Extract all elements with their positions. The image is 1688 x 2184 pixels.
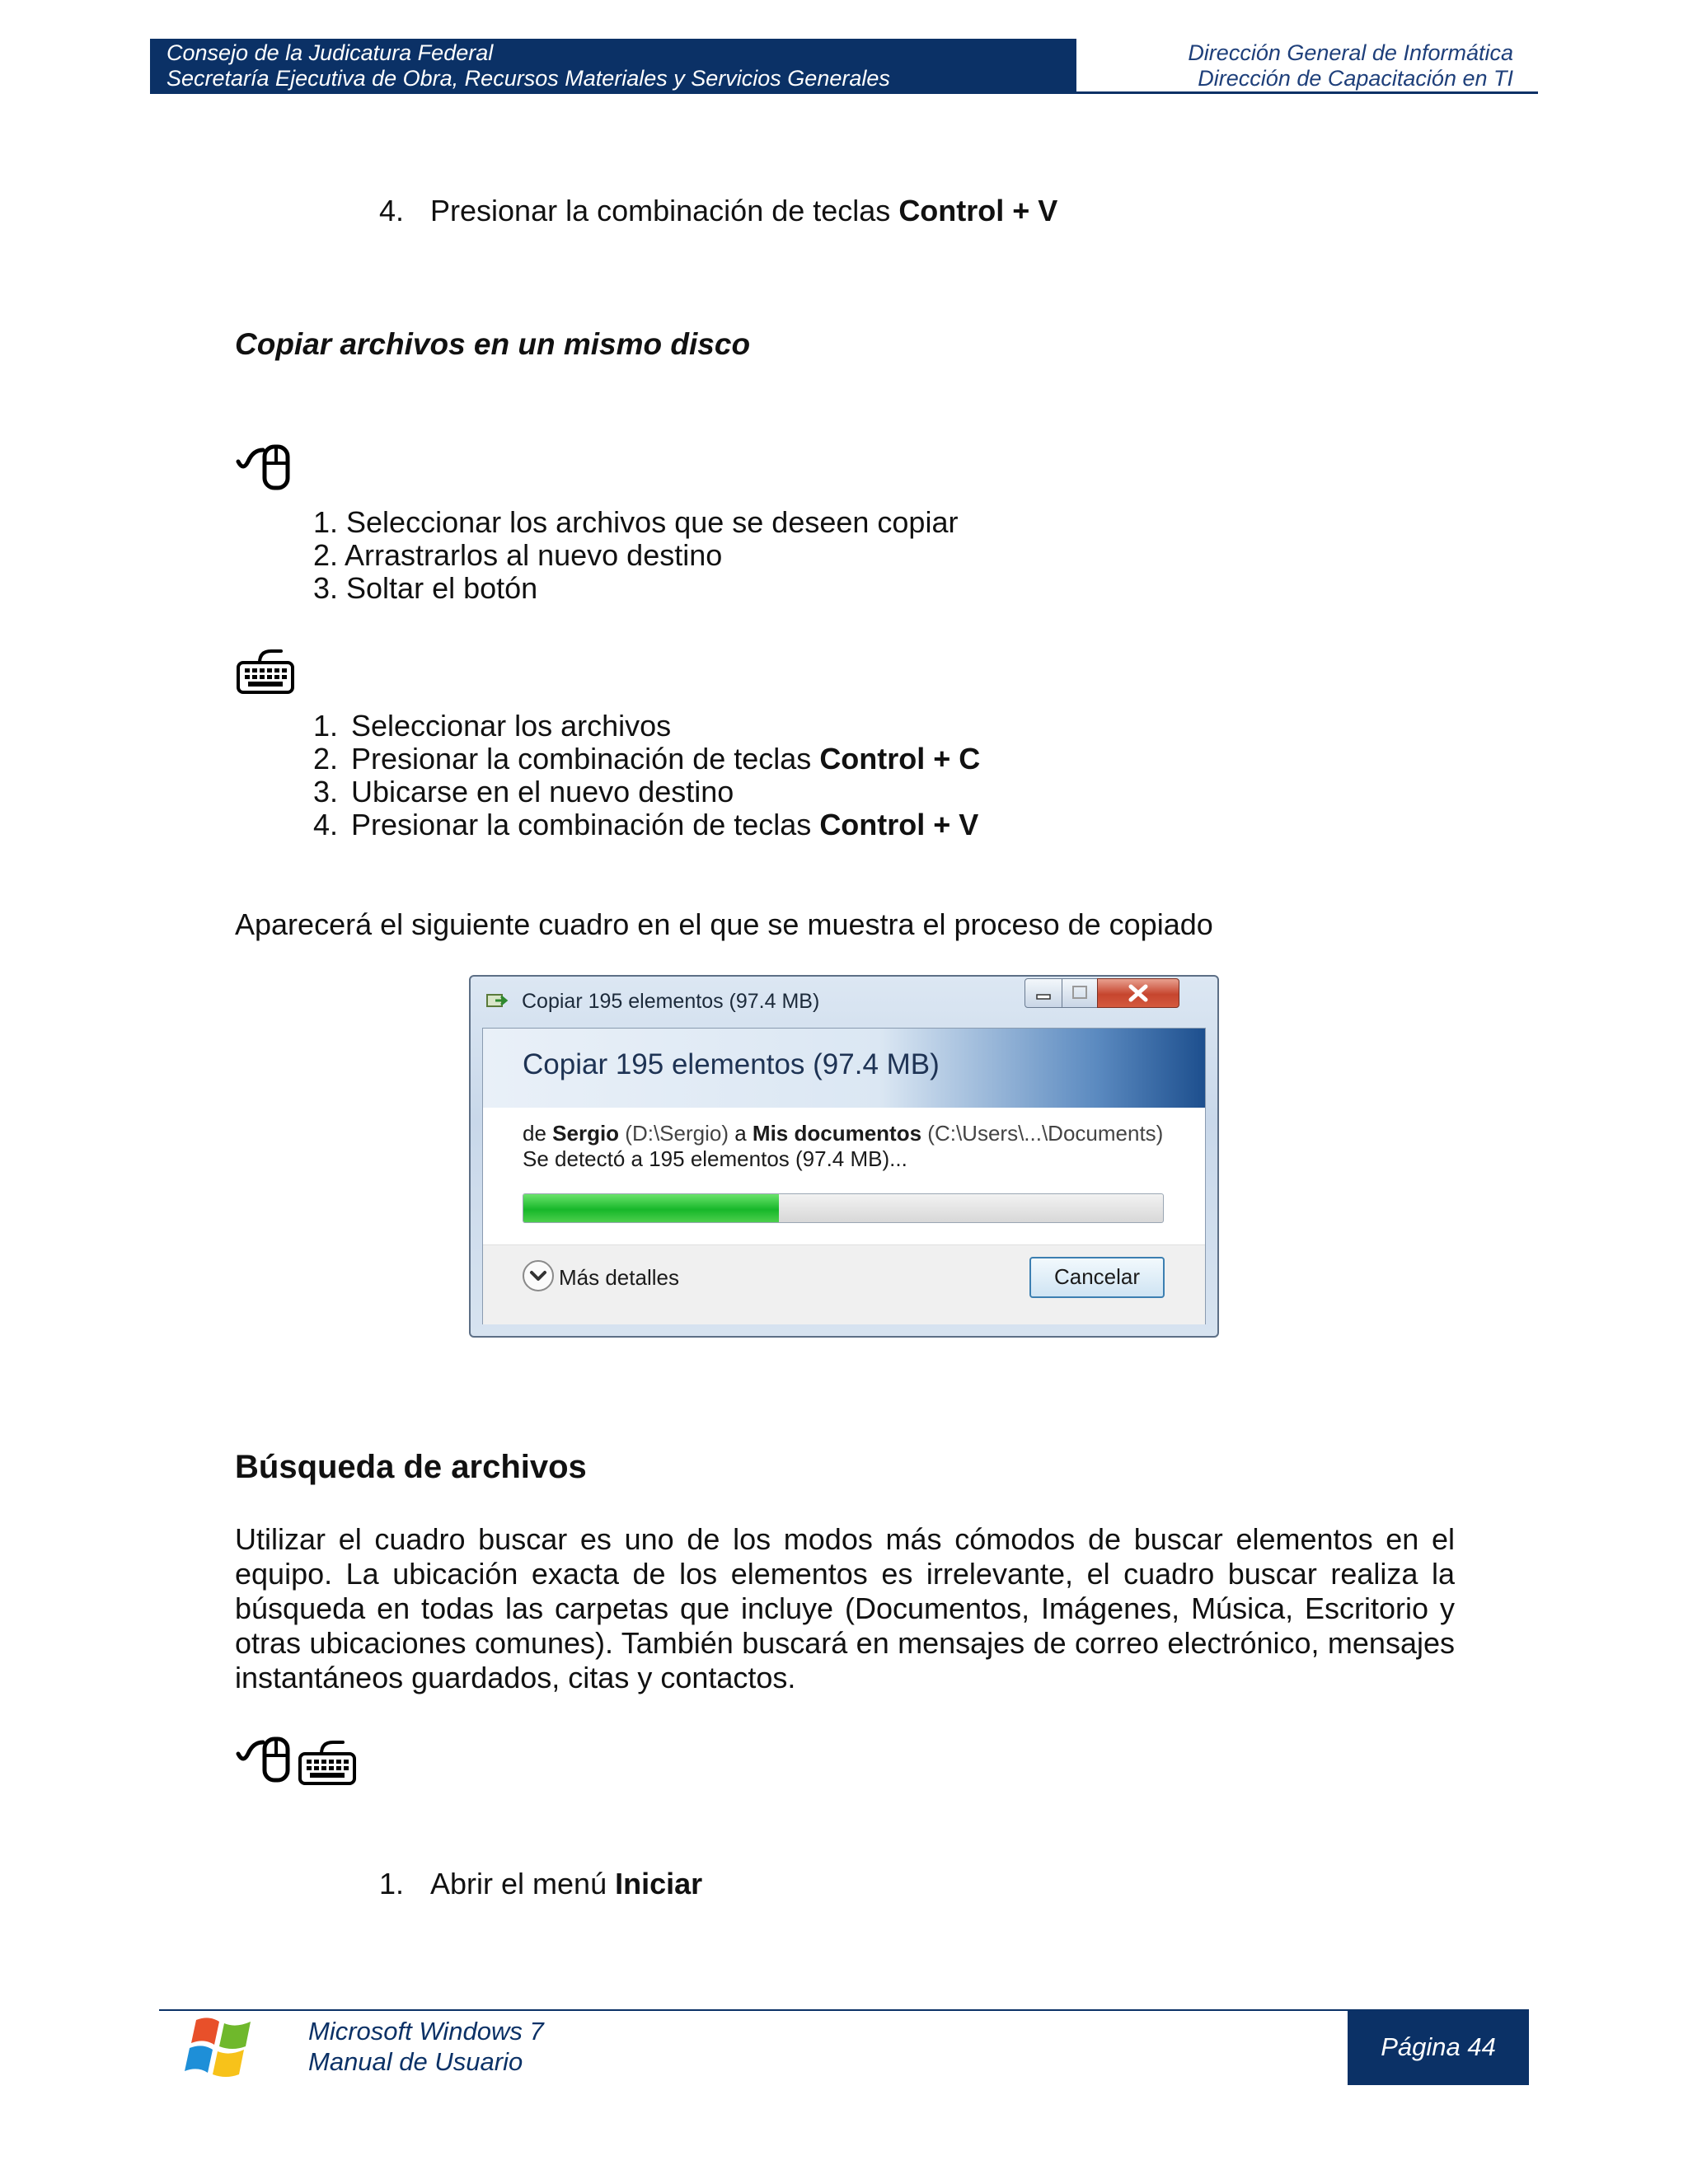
header-rule	[150, 91, 1538, 94]
keyboard-icon	[235, 644, 298, 697]
step-text: Presionar la combinación de teclas	[351, 742, 820, 776]
section-title-search: Búsqueda de archivos	[235, 1449, 587, 1485]
step-text: Presionar la combinación de teclas	[430, 194, 899, 227]
source-path: (D:\Sergio)	[619, 1121, 735, 1146]
footer-rule	[159, 2009, 1348, 2011]
mouse-icon	[235, 1729, 294, 1788]
keyboard-icon	[297, 1736, 359, 1788]
keyboard-step-3	[313, 776, 734, 808]
step-number: 4.	[313, 808, 339, 841]
to-prefix: a	[734, 1121, 753, 1146]
step-text: Seleccionar los archivos	[351, 709, 672, 743]
step-number: 1.	[313, 709, 339, 743]
step-menu-name: Iniciar	[615, 1867, 703, 1900]
step-shortcut: Control + V	[898, 194, 1058, 227]
step-text: Ubicarse en el nuevo destino	[351, 775, 734, 808]
minimize-button[interactable]	[1025, 978, 1062, 1008]
copy-progress-dialog	[469, 975, 1219, 1338]
keyboard-step-1	[313, 710, 671, 743]
dialog-banner	[483, 1029, 1205, 1108]
copy-source-destination	[523, 1121, 1163, 1146]
step-number: 3.	[313, 775, 339, 808]
step-text: Presionar la combinación de teclas	[351, 808, 820, 841]
step-paste-top	[379, 194, 1057, 227]
mouse-icon	[235, 437, 294, 496]
from-prefix: de	[523, 1121, 553, 1146]
dialog-footer	[483, 1244, 1205, 1324]
footer-manual: Manual de Usuario	[308, 2047, 523, 2076]
cancel-button[interactable]: Cancelar	[1029, 1257, 1165, 1298]
copy-progress-bar	[523, 1193, 1164, 1223]
source-name: Sergio	[552, 1121, 620, 1146]
more-details-label[interactable]: Más detalles	[559, 1265, 679, 1290]
items-found-status: Se detectó a 195 elementos (97.4 MB)...	[523, 1146, 907, 1171]
dialog-window-title: Copiar 195 elementos (97.4 MB)	[522, 990, 820, 1013]
dialog-heading: Copiar 195 elementos (97.4 MB)	[523, 1048, 940, 1080]
header-right-box	[1080, 39, 1528, 92]
section-title-copy: Copiar archivos en un mismo disco	[235, 327, 751, 361]
keyboard-step-2	[313, 743, 980, 776]
step-number: 1.	[379, 1867, 405, 1900]
step-shortcut: Control + C	[819, 742, 981, 776]
step-number: 4.	[379, 194, 405, 227]
more-details-toggle[interactable]	[523, 1260, 554, 1291]
destination-path: (C:\Users\...\Documents)	[921, 1121, 1164, 1146]
step-number: 2.	[313, 742, 339, 776]
footer-document-title	[308, 2016, 544, 2077]
header-org: Consejo de la Judicatura Federal	[166, 40, 494, 65]
mouse-step-2: 2. Arrastrarlos al nuevo destino	[313, 538, 723, 572]
header-secretariat: Secretaría Ejecutiva de Obra, Recursos Materiales y Servicios Generales	[166, 66, 890, 91]
search-paragraph: Utilizar el cuadro buscar es uno de los modos más cómodos de buscar elementos en el equipo. La ubicación exacta de los elementos es irrelevante, el cuadro buscar realiza la búsqueda en todas las carpetas que incluye (Documentos, Imágenes, Música, Escritorio y otras ubicaciones comunes). También buscará en mensajes de correo electrónico, mensajes instantáneos guardados, citas y contactos.	[235, 1522, 1455, 1694]
destination-name: Mis documentos	[752, 1121, 922, 1146]
close-icon	[1098, 979, 1179, 1007]
minimize-icon	[1025, 979, 1062, 1007]
close-button[interactable]	[1097, 978, 1179, 1008]
dialog-intro-text: Aparecerá el siguiente cuadro en el que se muestra el proceso de copiado	[235, 907, 1213, 941]
maximize-button[interactable]	[1062, 978, 1098, 1008]
copy-app-icon	[485, 991, 509, 1010]
header-direction: Dirección General de Informática	[1188, 40, 1513, 65]
keyboard-step-4	[313, 808, 978, 841]
header-department: Dirección de Capacitación en TI	[1198, 66, 1513, 91]
page-number: Página 44	[1348, 2009, 1529, 2085]
step-text: Abrir el menú	[430, 1867, 616, 1900]
footer-product: Microsoft Windows 7	[308, 2017, 544, 2046]
progress-fill	[523, 1194, 779, 1222]
step-shortcut: Control + V	[819, 808, 979, 841]
maximize-icon	[1062, 979, 1097, 1007]
mouse-step-3: 3. Soltar el botón	[313, 571, 538, 605]
search-step-1	[379, 1868, 702, 1900]
chevron-down-icon	[524, 1262, 552, 1290]
header-left-box	[150, 39, 1076, 92]
windows-logo-icon	[181, 2012, 264, 2083]
mouse-step-1: 1. Seleccionar los archivos que se deseen copiar	[313, 505, 959, 539]
dialog-content	[482, 1028, 1206, 1324]
